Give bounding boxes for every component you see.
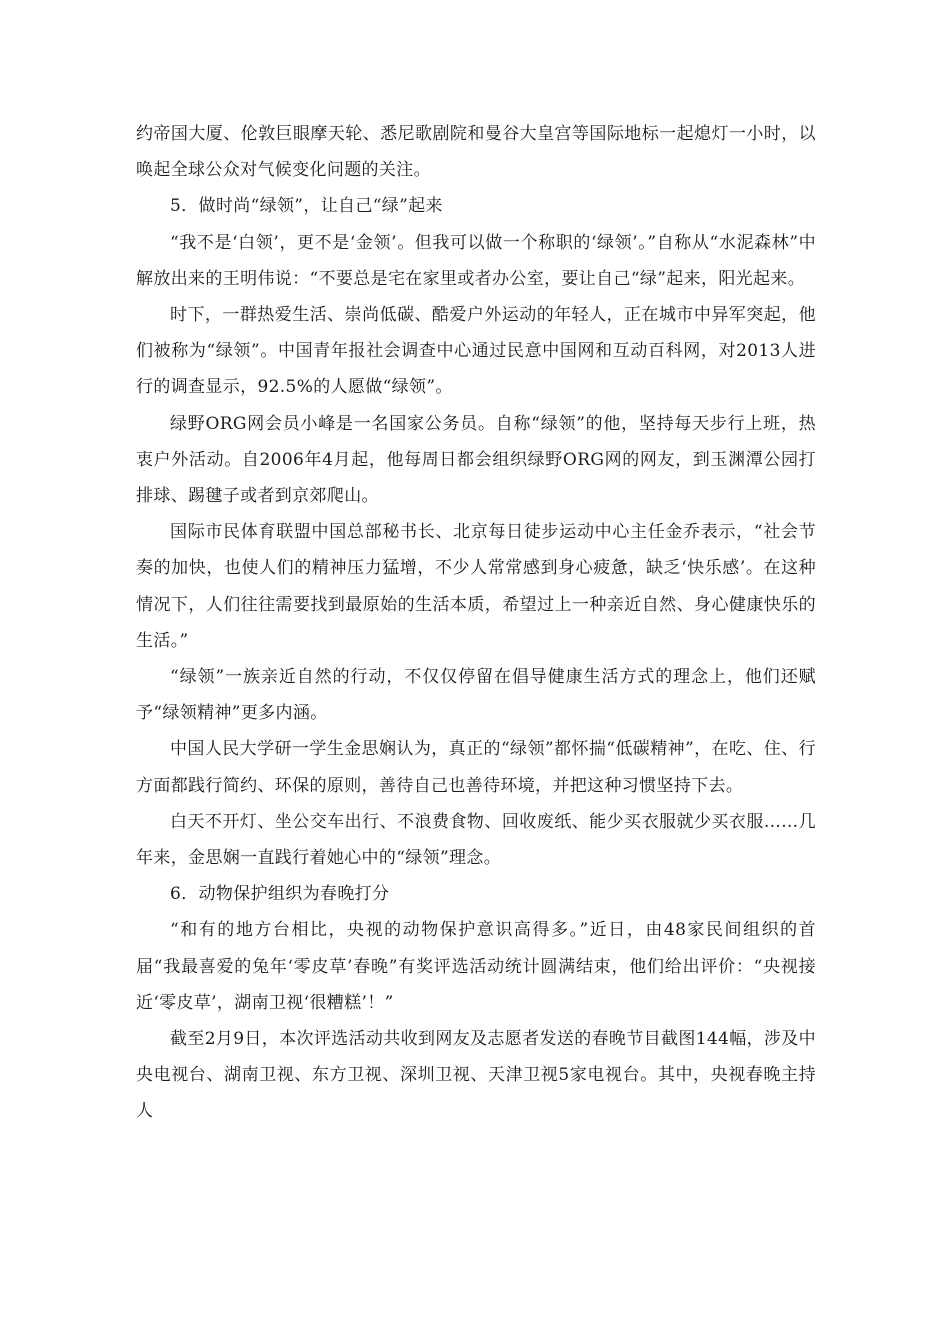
paragraph-cctv-rating: “和有的地方台相比，央视的动物保护意识高得多。”近日，由48家民间组织的首届“我最喜爱的兔年‘零皮草’春晚”有奖评选活动统计圆满结束，他们给出评价：“央视接近‘零皮草’，湖南卫视‘很糟糕’！” (136, 920, 816, 1013)
article-body (136, 116, 816, 1130)
section-heading-5: 5．做时尚“绿领”，让自己“绿”起来 (170, 196, 443, 217)
paragraph-screenshots: 截至2月9日，本次评选活动共收到网友及志愿者发送的春晚节目截图144幅，涉及中央电视台、湖南卫视、东方卫视、深圳卫视、天津卫视5家电视台。其中，央视春晚主持人 (136, 1029, 816, 1122)
paragraph-xiaofeng: 绿野ORG网会员小峰是一名国家公务员。自称“绿领”的他，坚持每天步行上班，热衷户外活动。自2006年4月起，他每周日都会组织绿野ORG网的网友，到玉渊潭公园打排球、踢毽子或者到京郊爬山。 (136, 413, 816, 507)
paragraph-jinqiao: 国际市民体育联盟中国总部秘书长、北京每日徒步运动中心主任金乔表示，“社会节奏的加快，也使人们的精神压力猛增，不少人常常感到身心疲惫，缺乏‘快乐感’。在这种情况下，人们往往需要找到最原始的生活本质，希望过上一种亲近自然、身心健康快乐的生活。” (136, 522, 816, 651)
paragraph-green-spirit: “绿领”一族亲近自然的行动，不仅仅停留在倡导健康生活方式的理念上，他们还赋予“绿领精神”更多内涵。 (136, 667, 816, 724)
paragraph-continuation: 约帝国大厦、伦敦巨眼摩天轮、悉尼歌剧院和曼谷大皇宫等国际地标一起熄灯一小时，以唤起全球公众对气候变化问题的关注。 (136, 124, 816, 181)
paragraph-quote-wang: “我不是‘白领’，更不是‘金领’。但我可以做一个称职的‘绿领’。”自称从“水泥森林”中解放出来的王明伟说：“不要总是宅在家里或者办公室，要让自己“绿”起来，阳光起来。 (136, 232, 816, 289)
paragraph-survey: 时下，一群热爱生活、崇尚低碳、酷爱户外运动的年轻人，正在城市中异军突起，他们被称为“绿领”。中国青年报社会调查中心通过民意中国网和互动百科网，对2013人进行的调查显示，92.5%的人愿做“绿领”。 (136, 305, 816, 398)
section-heading-6: 6．动物保护组织为春晚打分 (170, 884, 390, 905)
paragraph-jinsixian: 中国人民大学研一学生金思娴认为，真正的“绿领”都怀揣“低碳精神”，在吃、住、行方面都践行简约、环保的原则，善待自己也善待环境，并把这种习惯坚持下去。 (136, 739, 816, 796)
paragraph-practices: 白天不开灯、坐公交车出行、不浪费食物、回收废纸、能少买衣服就少买衣服……几年来，金思娴一直践行着她心中的“绿领”理念。 (136, 811, 816, 869)
